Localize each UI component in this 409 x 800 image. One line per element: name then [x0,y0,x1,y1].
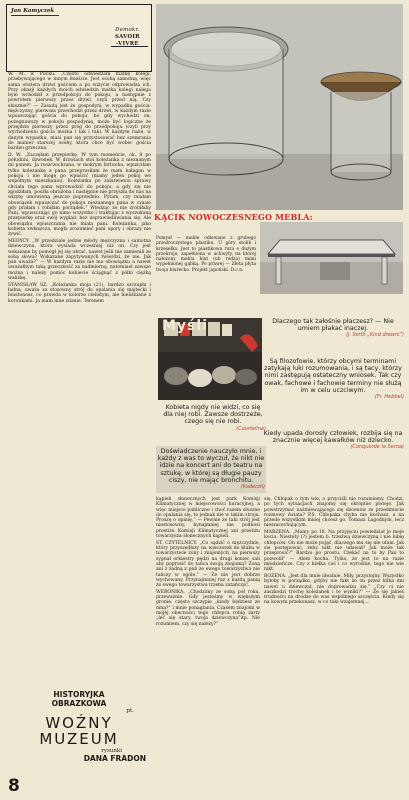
letter-weronika-answer: się. Chłopak o tym wie, o przyciśli nie rozumiemy. Chodzi, po tych sytuacjach znajomy się okropnie ploteje. Jak powstrzymać naśmiewającego się oboenów ze przedmiocie rozmowy świata? P.S. Chłopaka chyba nie kochasz, a na przede wszystkim mniej chcesz go. Tomasz Lagodnym, lecz nieszacechującym. [264,497,404,529]
author-name: Jan Kamyczek [11,8,55,14]
comic-pt: pt. [126,708,134,714]
letter-medycy: MEDYCY. „W przedziale jedzie młody mężczyzna i samotna dziewczyna, która wysiada wcześniej niż on. Czy jest wskazane by pomógł jej się ubrać, nawet jeśli nie zamienili ze sobą słowa? Wskazane zapytywanych twierdzi, że nie. Jak pan uważa?” — W każdym razie nie ma obowiązku a nawet uważałbym taką grzeczność za nadmierną, natomiast zawsze można i należy pomóc kobiecie ściągnąć z półki ciężką walizkę. [8,238,151,282]
quote-serna-text: Kiedy upada dorosły człowiek, rozbija się na znacznie więcej kawałków niż dziecko. [263,430,403,445]
furniture-photo-top [156,4,403,210]
quote-ilerth-source: (J. Ilerth „Kind drewni”) [345,332,404,339]
quote-ilerth-text: Dlaczego tak żałośnie płaczesz? — Nie umiem płakać inaczej. [272,318,394,333]
comic-title-2: MUZEUM [39,730,119,748]
topic-line-2: SAVOIR [115,34,140,40]
comic-strip-block [6,690,152,774]
topic-rule [111,46,148,47]
quote-ilerth [262,318,404,340]
column-2-text [156,497,260,628]
quote-courteline-source: (Courteline) [236,425,266,432]
quote-hebbel-text: Są filozofowie, którzy obcymi terminami zatykają luki rozumowania, i są tacy, którzy nimi zastępują ostateczny wniosek. Tak czy owak, fachowe i fachowie terminy nie służą im w celu uczciwym. [264,358,402,394]
letter-stanislaw-cont: kąpieli słonecznych jest park Komisji Klimatycznej w miejscowości kuracyjnej, a więc miejsce publiczne i choć razem słuszne do opalania się, to jednak nie w takim stroju. Proszę o opinię.” — Pewnie że taki strój jest niestosowny, bynajmniej nie podnosi prestiżu Komisji Klimatycznej ani prestiżu towarzysza słonecznych kąpieli. [156,497,260,540]
author-underline [11,15,59,16]
letter-marzena: MARZENA. „Mamy po 18. Na przyjęciu powiedział je moje kocia. Niestety (?) jestem b. trzeźwą dziewczyną i nie lubię chłopców. On nie może pojąć, dlaczego mu się nie ufam. Jak sie postępować, żeby nikt nie udawał? Jak może tak przeprosić?” Bardzo po prostu. Czekać na to by Pan to pozwolił” — Alem kocha. Tylko, że jest to na razie młodzieńcze, Czy z kiełka coś i co wyrośnie, tego nie wie nikt. [264,530,404,573]
quote-hebbel [262,358,404,401]
furniture-caption: Pomysł — meble odlewane z grubego przeźroczystego plastiku. U góry stolik i krzesełko. Jest to plastikowa rura o dużym przekroju, zapełniona w uchwyty, na której nałożony mebla blat (ub rodza) mimi wypełnionej gąbką. Po prawej — Złeta płyta twoja biurecko. Projekt japoński. D.c.n. [156,236,256,273]
column-header-box [6,4,152,72]
mysli-title: Myśli [162,318,208,334]
letter-stanislaw: STANISŁAW SZ. „Koleżanka moja (21), bardzo szczupła i ładna, uważa za stosowny strój do opalania się majtecki i biustonosz, co prawda w kolorze cielistym, ale bieliźniane z koronkami. Ja mam inne zdanie. Terenem [8,282,151,304]
comic-rysunki: rysunki [101,748,122,754]
topic-line-1: Demokr. [115,27,140,33]
comic-label-2: OBRAZKOWA [51,699,107,708]
comic-label-1: HISTORYJKA [53,690,105,699]
comic-title-1: WOŹNY [45,714,113,732]
quote-kaderzh-source: (Kaderzh) [240,484,265,491]
quote-hebbel-source: (Fr. Hebbel) [374,394,404,401]
quote-courteline [160,404,266,433]
letter-bozena: BOŻENA. „Jest dla mnie idealnie. Miły, przystojny. Wszystko byłoby w porządku, gdyby nie fakt że on przez kilka dni nawet u dziewczat, nie doprowadza się.” „Czy ci nie zaszkodzi trochę koleżanek i te wyniki?” — Że się jakieś trudności na drodze do was wspólnego szczęścia. Kiedy się na kowym przekonasz, w co taki wzajemnej... [264,573,404,606]
letter-wm-pucku: W. M. w Pucku. „Często odwiedzam matkę kolegi, przebywającego w innym mieście. Jest osobą samotną, więc sama otwiera drzwi gościom a po wizycie odprowadza ich. Przy okazji każdych moich odwiedzin matka kolegi nalega bym wchodził z przedpokoju do pokoju, a następnie z powrotem pierwszy przez drzwi, czyli przed nią. Czy słusznie?” — Zasadą jest że gospodyni, w wypadku gościa-mężczyzny, pierwsza przechodzi przez drzwi, w każdym razie wpuszczając gościa do pokoju, bo gdy wychodzi on, pożegnawszy w pokoju gospodynię, może być logiczne że przejdzie pierwszy przez próg do przedpokoju (czyli przy wychodzeniu gościa można i tak i tak). W każdym razie, w danym wypadku, musi pan się przystosować bez szemrania do manier starszej osoby, która chce być wobec gościa bardzo grzeczna. [8,72,151,152]
plastic-desk-illustration [260,222,403,294]
quote-kaderzh [156,446,266,493]
letter-dw: D. W. „Zaczęłam przepierkę. W tym momencie, ok. 8 po południu, dzwonek. W drzwiach stoi koleżanka z nieznanym mi panem. Ja roszczochrana, w mokrym fartuchu, wpuściłam tylko koleżankę a pana przeprosiłam że mam bałagan w pokoju i nie mogę go wpuścić (mamy jeden pokój we współnym mieszkaniu). Koleżanka po załatwieniu sprawy chciała tego pana wprowadzić do pokoju, a gdy się nie zgodziłam, poszła obrażona i następnie nie przyszła do nas na wizytę umówioną jeszcze poprzednio. Pytam, czy miałam obowiązek wpuszczać do pokoju nieznanego pana w czasie gdy prałam i robiłam porządek.” Wiedząc że nie zrobiłaby Pani, wpuszczając go nimo wszystko i traktując z wyszukaną przepierkę oraz swój wygląd, bez usprawiedliwiania się. Ale obowiązku wpuszczania nie miała pani. Koleżanka, jako kobieta zwłaszcza, mogła zrozumieć pani opory i obrazy nie żywić. [8,152,151,238]
column-1-text [8,72,151,305]
plastic-furniture-illustration [156,4,403,210]
page-number: 8 [8,776,20,796]
quote-courteline-text: Kobieta nigdy nie widzi, co się dla niej robi. Zawsze dostrzeże, czego się nie robi. [163,404,263,426]
topic-line-3: -VIVRE [116,41,139,47]
comic-author: DANA FRADON [83,754,146,763]
quote-serna [262,430,404,452]
letter-weronika: WERONIKA. „Chodzimy ze sobą pół roku, przeważnie. Gdy jesteśmy w większym gronie, często szczypie „kiedy będziesz ze mną?” i mnie ponaglania. Czasem znajomi w mojej obecności tego chłopca robią żarty „leć się stary, twoja dziewczyna”itp. Nie rozumiem, czy się należy?” [156,589,260,627]
quote-serna-source: (Conquerde la Serna) [350,444,404,451]
modern-furniture-heading: KĄCIK NOWOCZESNEGO MEBLA: [154,212,313,222]
column-topic [115,27,140,48]
furniture-photo-bottom [260,222,403,294]
letter-st-czytelnicy: ST. CZYTELNICY. „Co sądzić o mężczyźnie, który przyszedłszy na wieczorek do klubu w towarzystwie żony i znajomych, na pierwszy sygnał orkiestry pędzi na drugi koniec sali aby poprosić do tańca swoją znajomą? Żoną ani z żadną z pań ze swego towarzystwa nie tańczy w ogóle.” — Że nie jest dobrze wychowany. Przynajmniej raz z każdą panią ze swego towarzystwa trzeba zatańczyć. [156,540,260,589]
quote-kaderzh-text: Doświadczenie nauczyło mnie, i każdy z was to wyczuł, że nikt nie idzie na koncert ani do teatru na sztukę, w której są długie pauzy ciszy, nie mając bronchitu. [157,448,265,484]
column-3-text [264,497,404,607]
